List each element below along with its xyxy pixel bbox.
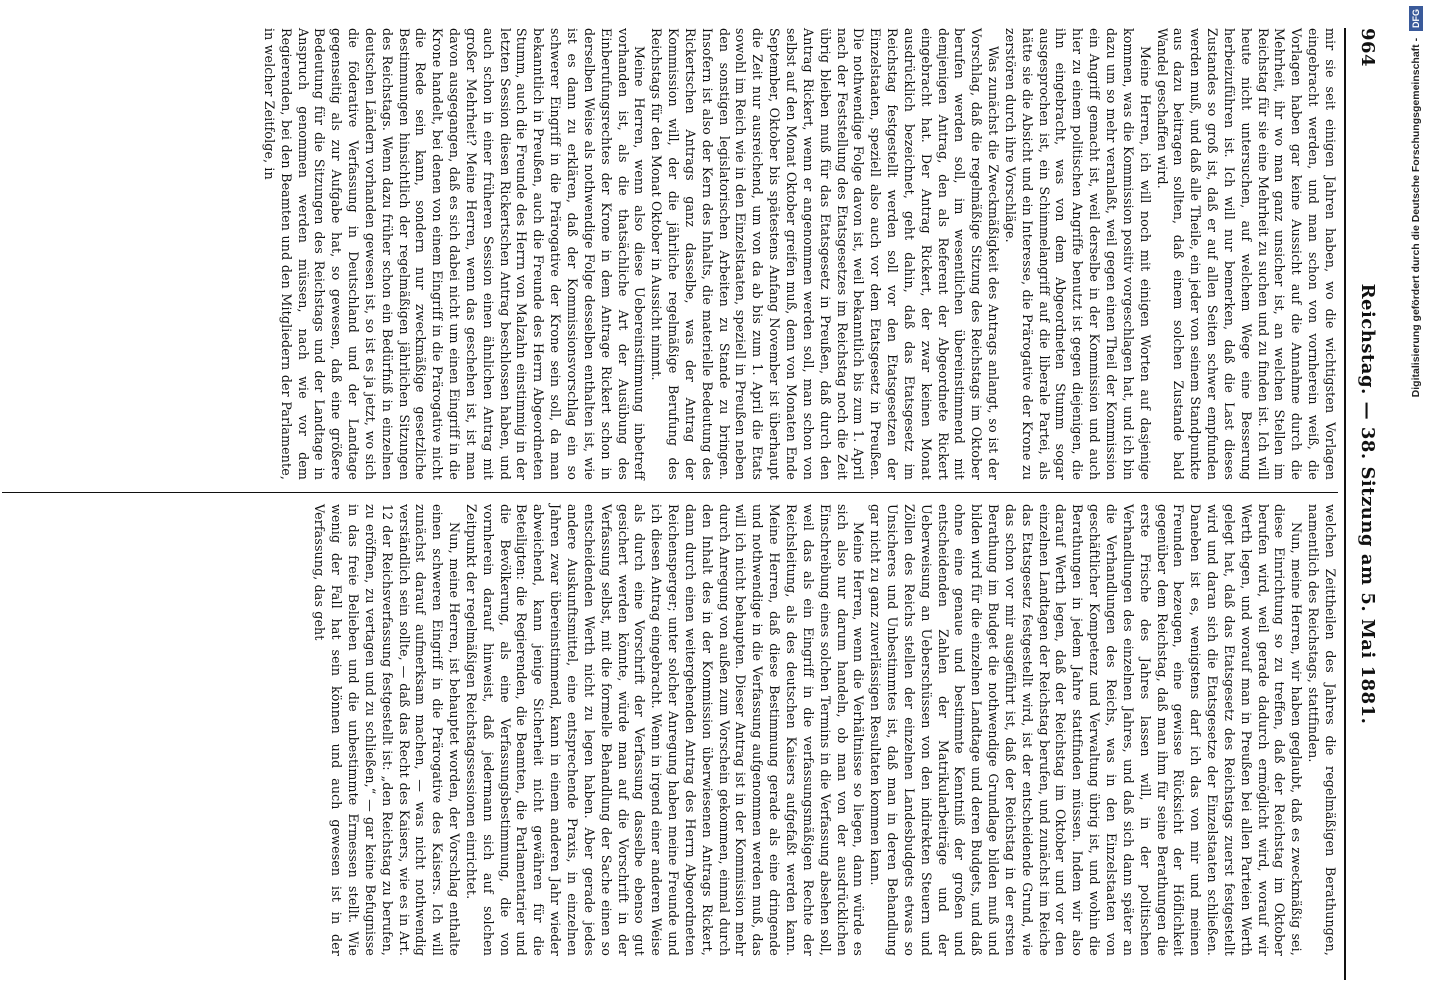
credit-text: Digitalisierung gefördert durch die Deutsche Forschungsgemeinschaft -: [1410, 37, 1422, 398]
left-column: [260, 28, 1338, 480]
right-column: [311, 504, 1338, 956]
right-paragraph-3: Meine Herren, wenn die Verhältnisse so liegen, dann würde es sich also nur darum handeln, ob man von der ausdrücklichen Einschreibung eines solchen Termins in die Verfassung absehen soll, weil das als ein Eingriff in die verfassungsmäßigen Rechte der Reichsleitung, als des deutschen Kaisers aufgefaßt werden kann. Meine Herren, daß diese Bestimmung gerade als eine dringende und nothwendige in die Verfassung aufgenommen werden muß, das will ich nicht behaupten. Dieser Antrag ist in der Kommission mehr durch Anregung von außen zum Vorschein gekommen, einmal durch den Inhalt des in der Kommission überwiesenen Antrags Rickert, dann durch einen weitergehenden Antrag des Herrn Abgeordneten Reichensperger; unter solcher Anregung haben meine Freunde und ich diesen Antrag eingebracht. Wenn in irgend einer anderen Weise als durch eine Vorschrift der Verfassung dasselbe ebenso gut gesichert werden könnte, würde man auf die Vorschrift in der Verfassung selbst, mit die formelle Behandlung der Sache einen so entscheidenden Werth nicht zu legen haben. Aber gerade jedes andere Auskunftsmittel, eine entsprechende Praxis, in einzelnen Jahren zwar übereinstimmend, kann in einem anderen Jahr wieder abweichend, kann jenige Sicherheit nicht gewähren für die Beteiligten: die Regierenden, die Beamten, die Parlamentarier und die Bevölkerung, als eine Verfassungsbestimmung, die von vornherein darauf hinweist, daß jedermann sich auf solchen Zeitpunkt der regelmäßigen Reichstagssessionen einrichtet.: [463, 504, 867, 956]
page-header: [1340, 28, 1384, 980]
right-paragraph-2: Nun, meine Herren, wir haben geglaubt, daß es zweckmäßig sei, diese Einrichtung so zu treffen, daß der Reichstag im Oktober berufen wird, weil gerade dadurch ermöglicht wird, worauf wir Werth legen, und worauf man in Preußen bei allen Parteien Werth gelegt hat, daß das Etatsgesetz des Reichstags zuerst festgestellt wird und daran sich die Etatsgesetze der Einzelstaaten schließen. Daneben ist es, wenigstens darf ich das von mir und meinen Freunden bezeugen, eine gewisse Rücksicht der Höflichkeit gegenüber dem Reichstag, daß man ihm für seine Berathungen die erste Frische des Jahres lassen will, in der politischen Verhandlungen des einzelnen Jahres, und daß sich dann später an die Verhandlungen des Reichs, was in den Einzelstaaten von geschäftlicher Kompetenz und Verwaltung übrig ist, und wohin die Berathungen in jedem Jahre stattfinden müssen. Indem wir also darauf Werth legen, daß der Reichstag im Oktober und vor den einzelnen Landtagen der Reichstag berufen, und zunächst im Reiche das Etatsgesetz festgestellt wird, ist der entscheidende Grund, wie das schon vor mir ausgeführt ist, daß der Reichstag in der ersten Berathung im Budget die nothwendige Grundlage bilden muß und bilden wird für die einzelnen Landtage und deren Budgets, und daß ohne eine genaue und bestimmte Kenntniß der großen und entscheidenden Zahlen der Matrikularbeiträge und der Ueberweisung an Ueberschüssen von den indirekten Steuern und Zöllen des Reichs stellen der einzelnen Landesbudgets etwas so Unsicheres und Unbestimmtes ist, daß man in deren Behandlung gar nicht zu ganz zuverlässigen Resultaten kommen kann.: [868, 504, 1305, 956]
page-number: 964: [1357, 28, 1378, 68]
left-paragraph-1: mir sie seit einigen Jahren haben, wo die wichtigsten Vorlagen eingebracht werden, und man schon von vornherein weiß, die Vorlagen haben gar keine Aussicht auf die Annahme durch die Mehrheit, ihr wo man ganz unsicher ist, an welchen Stellen im Reichstag für sie eine Mehrheit zu suchen und zu finden ist. Ich will heute nicht untersuchen, auf welchem Wege eine Besserung herbeizuführen ist. Ich will nur bemerken, daß die Last dieses Zustandes so groß ist, daß er auf allen Seiten schwer empfunden werden muß, und daß alle Theile, ein jeder von seinem Standpunkte aus dazu beitragen sollten, daß einem solchen Zustande bald Wandel geschaffen wird.: [1154, 28, 1338, 480]
header-rule: [1344, 28, 1346, 980]
digitization-credit: [1405, 6, 1427, 996]
left-paragraph-2: Meine Herren, ich will noch mit einigen Worten auf dasjenige kommen, was die Kommission positiv vorgeschlagen hat, und ich bin dazu um so mehr veranlaßt, weil gegen einen Theil der Kommission ein Angriff gemacht ist, weil derselbe in der Kommission und auch hier zu einem politischen Angriffe benutzt ist gegen diejenigen, die ihn eingebracht, was von dem Abgeordneten Stumm sogar ausgesprochen ist, ein Schimmelangriff auf die liberale Partei, als hätte sie die Absicht und ein Interesse, die Prärogative der Krone zu zerstören durch ihre Vorschläge.: [1002, 28, 1153, 480]
right-paragraph-4: Nun, meine Herren, ist behauptet worden, der Vorschlag enthalte einen schweren Eingriff in die Prärogative des Kaisers. Ich will zunächst darauf aufmerksam machen, — was nicht nothwendig verständlich sein sollte, — daß das Recht des Kaisers, wie es in Art. 12 der Reichsverfassung festgestellt ist: „den Reichstag zu berufen, zu eröffnen, zu vertagen und zu schließen,“ — gar keine Befugnisse in das freie Belieben und die unbestimmte Ermessen stellt. Wie wenig der Fall hat sein können und auch gewesen ist in der Verfassung, das geht: [312, 504, 463, 956]
column-divider: [2, 492, 1338, 493]
running-title: Reichstag. — 38. Sitzung am 5. Mai 1881.: [1357, 283, 1378, 725]
left-paragraph-3: Was zunächst die Zweckmäßigkeit des Antrags anlangt, so ist der Vorschlag, daß die regelmäßige Sitzung des Reichstags im Oktober berufen werden soll, im wesentlichen übereinstimmend mit demjenigen Antrag, den als Referent der Abgeordnete Rickert eingebracht hat. Der Antrag Rickert, der zwar keinen Monat ausdrücklich bezeichnet, geht dahin, daß das Etatsgesetz im Reichstag festgestellt werden soll vor den Etatsgesetzen der Einzelstaaten, speziell also auch vor dem Etatsgesetz in Preußen. Die nothwendige Folge davon ist, weil bekanntlich bis zum 1. April nach der Feststellung des Etatsgesetzes im Reichstag noch die Zeit übrig bleiben muß für das Etatsgesetz in Preußen, daß durch den Antrag Rickert, wenn er angenommen werden soll, man schon von selbst auf den Monat Oktober greifen muß, denn von Monaten Ende September, Oktober bis spätestens Anfang November ist überhaupt die Zeit nur ausreichend, um von da ab bis zum 1. April die Etats sowohl im Reich wie in den Einzelstaaten, speziell in Preußen neben den sonstigen legislatorischen Arbeiten zu Stande zu bringen. Insofern ist also der Kern des Inhalts, die materielle Bedeutung des Rickertschen Antrags ganz dasselbe, was der Antrag der Kommission will, der die jährliche regelmäßige Berufung des Reichstags für den Monat Oktober in Aussicht nimmt.: [649, 28, 1002, 480]
right-paragraph-1: welchen Zeittheilen des Jahres die regelmäßigen Berathungen, namentlich des Reichstags, stattfinden.: [1306, 504, 1338, 956]
left-paragraph-4: Meine Herren, wenn also diese Uebereinstimmung inbetreff vorhanden ist, als die thatsächliche Art der Ausübung des Einberufungsrechtes der Krone in dem Antrage Rickert schon in derselben Weise als nothwendige Folge desselben enthalten ist, wie ist es dann zu erklären, daß der Kommissionsvorschlag ein so schwerer Eingriff in die Prärogative der Krone sein soll, da man bekanntlich in Preußen, auch die Freunde des Herrn Abgeordneten Stumm, auch die Freunde des Herrn von Malzahn einstimmig in der letzten Session diesen Rickertschen Antrag beschlossen haben, und auch schon in einer früheren Session einen ähnlichen Antrag mit großer Mehrheit? Meine Herren, wenn das geschehen ist, ist man davon ausgegangen, daß es sich dabei nicht um einen Eingriff in die Krone handelt, bei denen von einem Eingriff in die Prärogative nicht die Rede sein kann, sondern nur zweckmäßige gesetzliche Bestimmungen hinsichtlich der regelmäßigen jährlichen Sitzungen des Reichstags. Wenn dazu früher schon ein Bedürfniß in einzelnen deutschen Ländern vorhanden gewesen ist, so ist es ja jetzt, wo sich die föderative Verfassung in Deutschland und der Landtage gegenseitig als zur Aufgabe hat, so gewesen, daß eine größere Bedeutung für die Sitzungen des Reichstags und der Landtage in Anspruch genommen werden müssen, nach wie vor dem Regierenden, bei den Beamten und den Mitgliedern der Parlamente, in welcher Zeitfolge, in: [261, 28, 648, 480]
dfg-logo: DFG: [1409, 6, 1423, 31]
